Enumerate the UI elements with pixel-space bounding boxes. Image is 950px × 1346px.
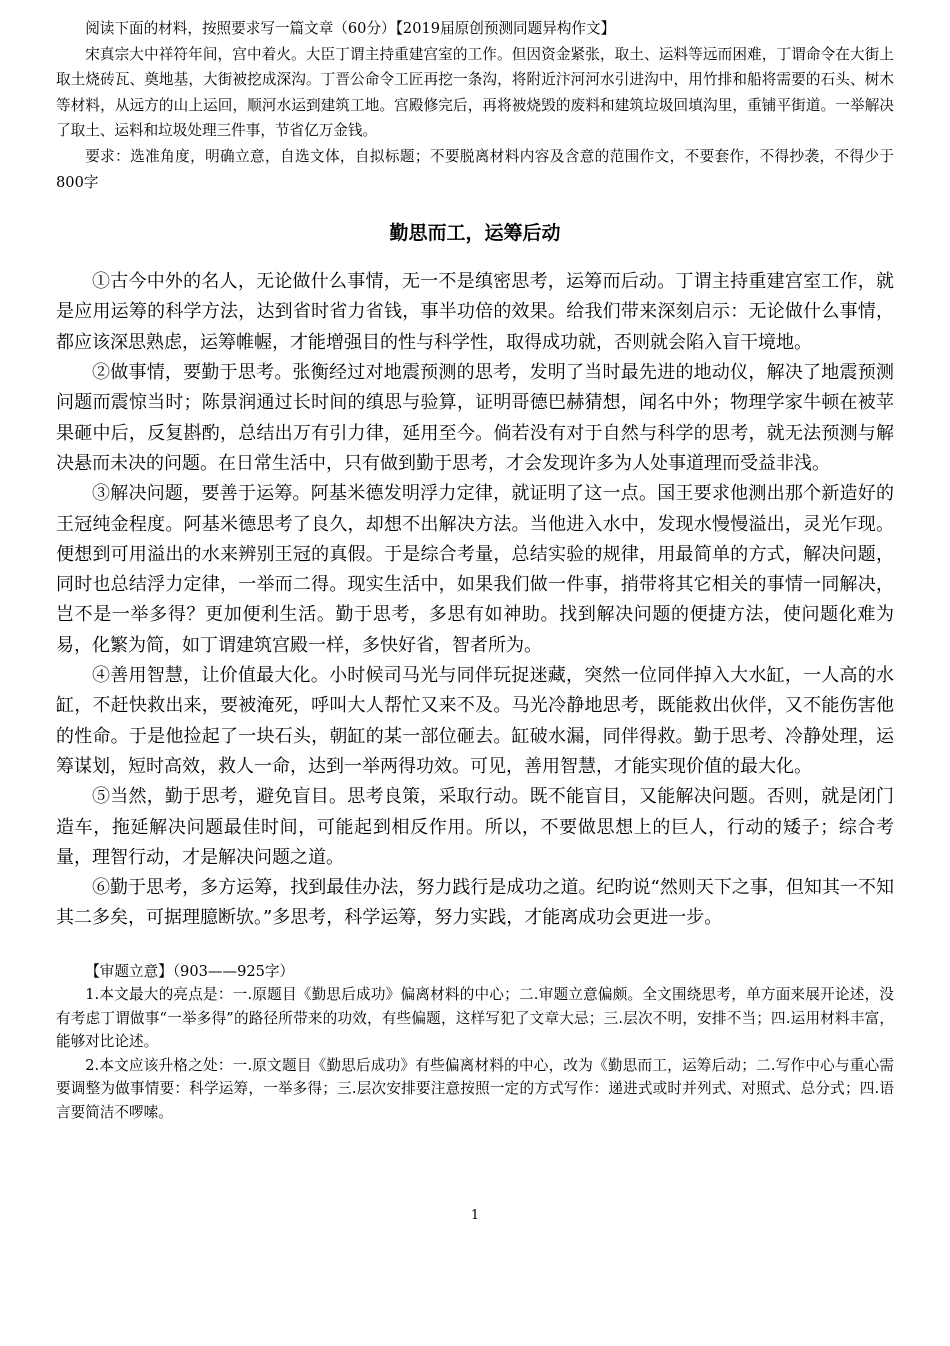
essay-paragraph-5: ⑤当然，勤于思考，避免盲目。思考良策，采取行动。既不能盲目，又能解决问题。否则，就是闭门造车，拖延解决问题最佳时间，可能起到相反作用。所以，不要做思想上的巨人，行动的矮子；综合考量，理智行动，才是解决问题之道。 (56, 786, 894, 868)
prompt-section (56, 16, 894, 195)
page-number: 1 (470, 1208, 480, 1223)
essay-body (56, 267, 894, 934)
prompt-requirements: 要求：选准角度，明确立意，自选文体，自拟标题；不要脱离材料内容及含意的范围作文，不要套作，不得抄袭，不得少于800字 (56, 147, 894, 191)
prompt-material: 宋真宗大中祥符年间，宫中着火。大臣丁谓主持重建宫室的工作。但因资金紧张，取土、运料等远而困难，丁谓命令在大街上取土烧砖瓦、奠地基，大街被挖成深沟。丁晋公命令工匠再挖一条沟，将附近汴河河水引进沟中，用竹排和船将需要的石头、树木等材料，从远方的山上运回，顺河水运到建筑工地。宫殿修完后，再将被烧毁的废料和建筑垃圾回填沟里，重铺平街道。一举解决了取土、运料和垃圾处理三件事，节省亿万金钱。 (56, 45, 894, 140)
prompt-instruction: 阅读下面的材料，按照要求写一篇文章（60分）【2019届原创预测同题异构作文】 (85, 20, 616, 37)
essay-paragraph-3: ③解决问题，要善于运筹。阿基米德发明浮力定律，就证明了这一点。国王要求他测出那个新造好的王冠纯金程度。阿基米德思考了良久，却想不出解决方法。当他进入水中，发现水慢慢溢出，灵光乍现。便想到可用溢出的水来辨别王冠的真假。于是综合考量，总结实验的规律，用最简单的方式，解决问题，同时也总结浮力定律，一举而二得。现实生活中，如果我们做一件事，捎带将其它相关的事情一同解决，岂不是一举多得？更加便利生活。勤于思考，多思有如神助。找到解决问题的便捷方法，使问题化难为易，化繁为简，如丁谓建筑宫殿一样，多快好省，智者所为。 (56, 483, 894, 656)
review-section (56, 960, 894, 1125)
essay-paragraph-6: ⑥勤于思考，多方运筹，找到最佳办法，努力践行是成功之道。纪昀说“然则天下之事，但知其一不知其二多矣，可据理臆断欤。”多思考，科学运筹，努力实践，才能离成功会更进一步。 (56, 877, 894, 929)
essay-paragraph-4: ④善用智慧，让价值最大化。小时候司马光与同伴玩捉迷藏，突然一位同伴掉入大水缸，一人高的水缸，不赶快救出来，要被淹死，呼叫大人帮忙又来不及。马光冷静地思考，既能救出伙伴，又不能伤害他的性命。于是他捡起了一块石头，朝缸的某一部位砸去。缸破水漏，同伴得救。勤于思考、冷静处理，运筹谋划，短时高效，救人一命，达到一举两得功效。可见，善用智慧，才能实现价值的最大化。 (56, 665, 894, 777)
essay-paragraph-2: ②做事情，要勤于思考。张衡经过对地震预测的思考，发明了当时最先进的地动仪，解决了地震预测问题而震惊当时；陈景润通过长时间的缜思与验算，证明哥德巴赫猜想，闻名中外；物理学家牛顿在被苹果砸中后，反复斟酌，总结出万有引力律，延用至今。倘若没有对于自然与科学的思考，就无法预测与解决悬而未决的问题。在日常生活中，只有做到勤于思考，才会发现许多为人处事道理而受益非浅。 (56, 362, 894, 474)
review-point-2: 2.本文应该升格之处：一.原文题目《勤思后成功》有些偏离材料的中心，改为《勤思而工，运筹后动；二.写作中心与重心需要调整为做事情要：科学运筹，一举多得；三.层次安排要注意按照一定的方式写作：递进式或时并列式、对照式、总分式；四.语言要简洁不啰嗦。 (56, 1056, 894, 1121)
document-page (56, 16, 894, 1124)
essay-paragraph-1: ①古今中外的名人，无论做什么事情，无一不是缜密思考，运筹而后动。丁谓主持重建宫室工作，就是应用运筹的科学方法，达到省时省力省钱，事半功倍的效果。给我们带来深刻启示：无论做什么事情，都应该深思熟虑，运筹帷幄，才能增强目的性与科学性，取得成功就，否则就会陷入盲干境地。 (56, 271, 894, 353)
essay-title: 勤思而工，运筹后动 (389, 222, 561, 245)
review-heading: 【审题立意】（903——925字） (85, 962, 295, 980)
review-point-1: 1.本文最大的亮点是：一.原题目《勤思后成功》偏离材料的中心；二.审题立意偏颇。全文围绕思考，单方面来展开论述，没有考虑丁谓做事“一举多得”的路径所带来的功效，有些偏题，这样写犯了文章大忌；三.层次不明，安排不当；四.运用材料丰富，能够对比论述。 (56, 986, 894, 1051)
